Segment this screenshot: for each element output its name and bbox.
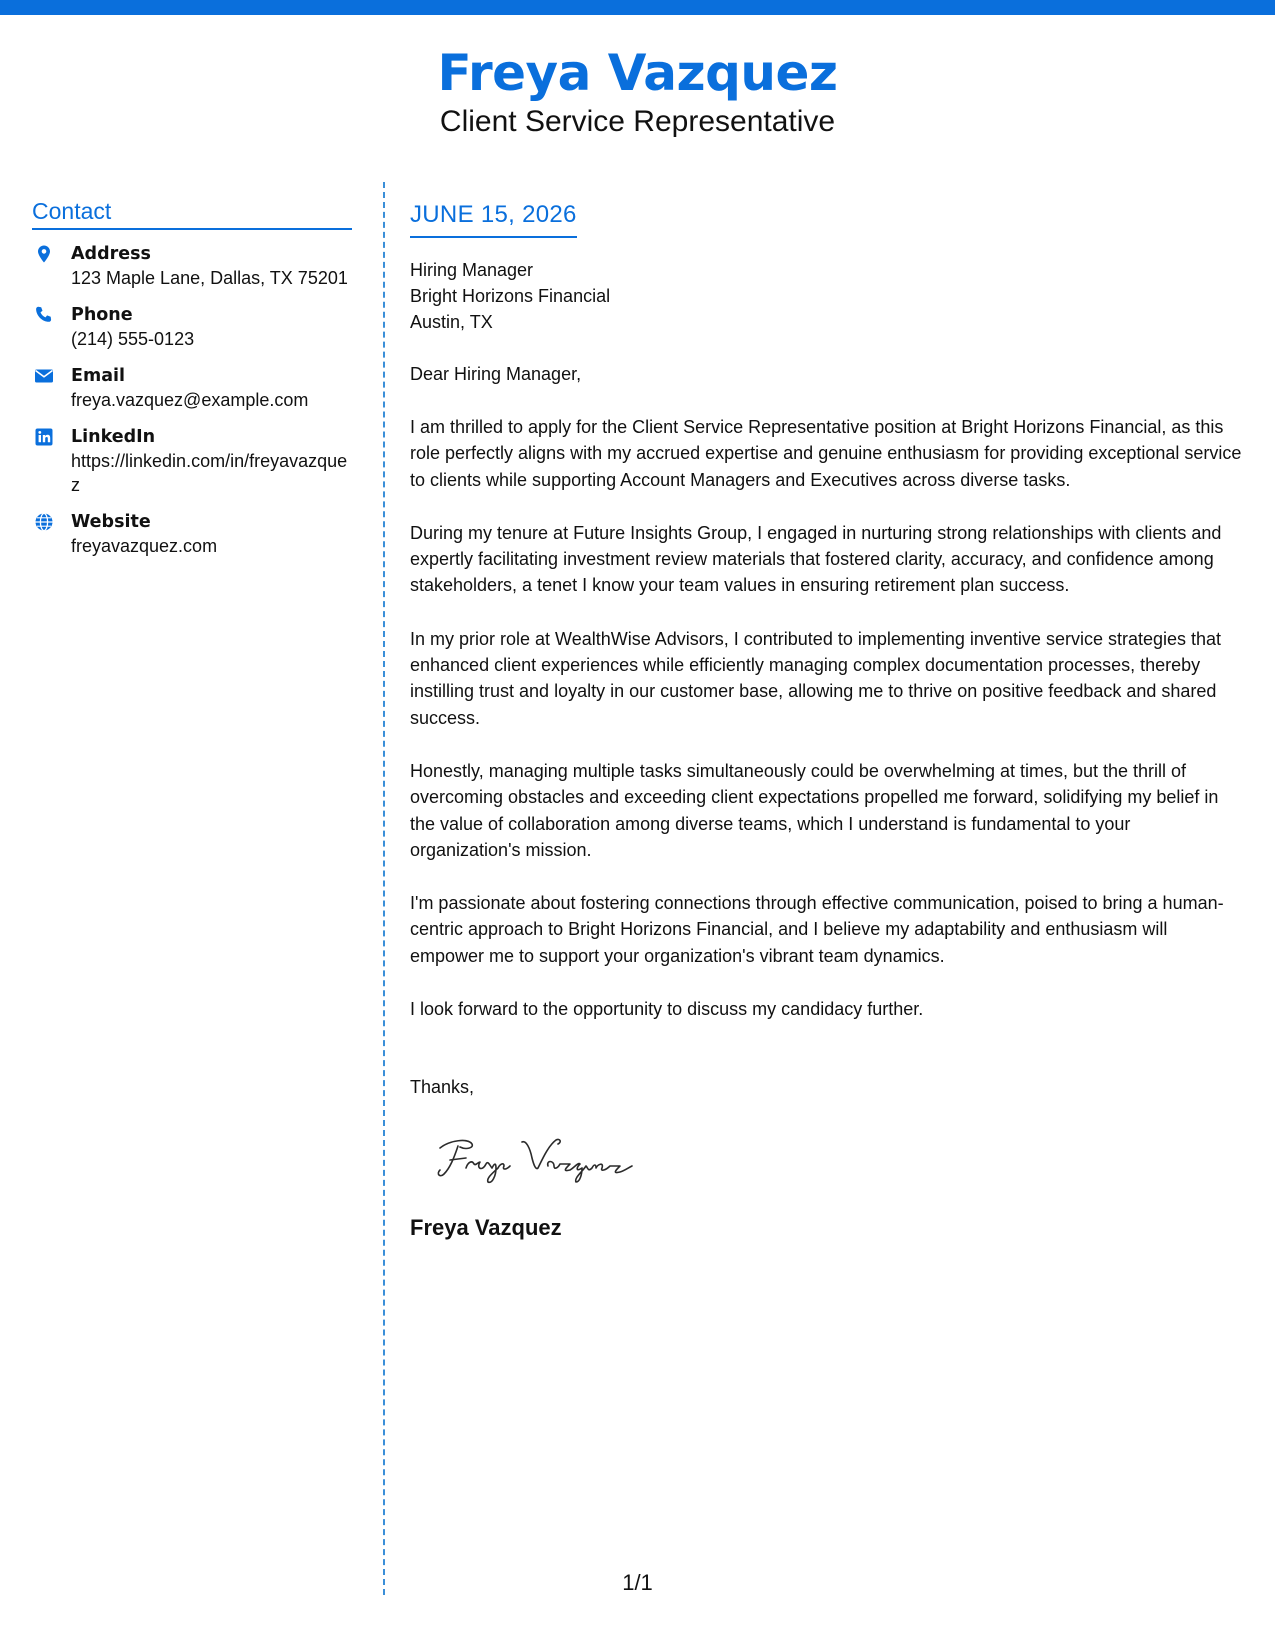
map-pin-icon: [34, 244, 54, 264]
signatory-name: Freya Vazquez: [410, 1215, 562, 1241]
contact-label: Phone: [71, 305, 133, 325]
paragraph: I'm passionate about fostering connections through effective communication, poised to bring a human-centric approach to Bright Horizons Financial, and I believe my adaptability and enthusiasm will empower me to support your organization's vibrant team dynamics.: [410, 893, 1224, 966]
page-number: 1/1: [622, 1570, 653, 1595]
paragraph: I look forward to the opportunity to discuss my candidacy further.: [410, 999, 924, 1020]
contact-item-website: [32, 510, 352, 558]
closing: Thanks,: [410, 1077, 475, 1098]
contact-section: [32, 196, 352, 571]
envelope-icon: [34, 366, 54, 386]
contact-label: Email: [71, 366, 125, 386]
contact-heading: Contact: [32, 196, 352, 230]
salutation: Dear Hiring Manager,: [410, 364, 582, 384]
contact-item-phone: [32, 303, 352, 351]
phone-icon: [34, 305, 54, 325]
paragraph: In my prior role at WealthWise Advisors, I contributed to implementing inventive service strategies that enhanced client experiences while efficiently managing complex documentation processes, thereby instilling trust and loyalty in our customer base, allowing me to thrive on positive feedback and shared success.: [410, 628, 1222, 728]
contact-item-email: [32, 364, 352, 412]
globe-icon: [34, 512, 54, 532]
letter-date: JUNE 15, 2026: [410, 198, 577, 238]
contact-value[interactable]: https://linkedin.com/in/freyavazquez: [71, 451, 348, 495]
contact-value: 123 Maple Lane, Dallas, TX 75201: [71, 268, 348, 288]
recipient-line: Hiring Manager: [410, 260, 534, 280]
paragraph: Honestly, managing multiple tasks simultaneously could be overwhelming at times, but the thrill of overcoming obstacles and exceeding client expectations propelled me forward, solidifying my belief in the value of collaboration among diverse teams, which I understand is fundamental to your organization's mission.: [410, 760, 1219, 860]
contact-list: [32, 242, 352, 558]
contact-label: LinkedIn: [71, 427, 156, 447]
column-divider: [383, 182, 385, 1595]
paragraph: I am thrilled to apply for the Client Service Representative position at Bright Horizons Financial, as this role perfectly aligns with my accrued expertise and genuine enthusiasm for providing exceptional service to clients while supporting Account Managers and Executives across diverse tasks.: [410, 417, 1242, 490]
applicant-name: Freya Vazquez: [437, 44, 838, 102]
contact-item-linkedin: [32, 425, 352, 497]
header: [0, 42, 1275, 140]
handwritten-signature: [430, 1128, 670, 1188]
letter-body: [410, 198, 1245, 1243]
contact-value: freya.vazquez@example.com: [71, 390, 309, 410]
recipient-line: Austin, TX: [410, 312, 493, 332]
recipient-line: Bright Horizons Financial: [410, 286, 611, 306]
contact-label: Website: [71, 512, 151, 532]
paragraph: During my tenure at Future Insights Group, I engaged in nurturing strong relationships with clients and expertly facilitating investment review materials that fostered clarity, accuracy, and confidence among stakeholders, a tenet I know your team values in ensuring retirement plan success.: [410, 522, 1222, 596]
contact-label: Address: [71, 244, 151, 264]
contact-item-address: [32, 242, 352, 290]
contact-value: (214) 555-0123: [71, 329, 195, 349]
top-accent-bar: [0, 0, 1275, 15]
contact-value[interactable]: freyavazquez.com: [71, 536, 218, 556]
linkedin-icon: [34, 427, 54, 447]
applicant-role: Client Service Representative: [439, 105, 836, 138]
recipient-block: [410, 257, 1245, 335]
